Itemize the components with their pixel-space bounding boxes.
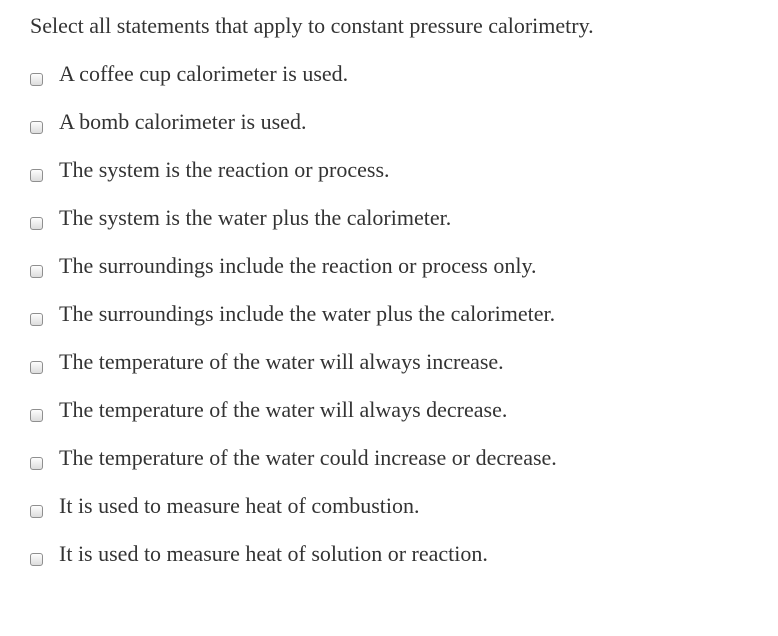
option-label[interactable]: The temperature of the water will always decrease.: [59, 397, 508, 422]
option-checkbox[interactable]: [30, 217, 43, 230]
option-label[interactable]: It is used to measure heat of combustion.: [59, 493, 420, 518]
option-label[interactable]: The temperature of the water could increase or decrease.: [59, 445, 557, 470]
option-label[interactable]: The system is the reaction or process.: [59, 157, 390, 182]
option-checkbox[interactable]: [30, 121, 43, 134]
question-text: Select all statements that apply to constant pressure calorimetry.: [30, 13, 594, 38]
option-checkbox[interactable]: [30, 553, 43, 566]
option-label[interactable]: It is used to measure heat of solution or reaction.: [59, 541, 488, 566]
option-label[interactable]: The system is the water plus the calorimeter.: [59, 205, 452, 230]
option-checkbox[interactable]: [30, 409, 43, 422]
option-checkbox[interactable]: [30, 505, 43, 518]
option-label[interactable]: The temperature of the water will always increase.: [59, 349, 504, 374]
option-checkbox[interactable]: [30, 313, 43, 326]
option-checkbox[interactable]: [30, 169, 43, 182]
option-label[interactable]: A bomb calorimeter is used.: [59, 109, 307, 134]
option-label[interactable]: A coffee cup calorimeter is used.: [59, 61, 349, 86]
option-checkbox[interactable]: [30, 265, 43, 278]
option-checkbox[interactable]: [30, 361, 43, 374]
option-label[interactable]: The surroundings include the reaction or process only.: [59, 253, 537, 278]
option-checkbox[interactable]: [30, 73, 43, 86]
option-checkbox[interactable]: [30, 457, 43, 470]
option-label[interactable]: The surroundings include the water plus the calorimeter.: [59, 301, 556, 326]
